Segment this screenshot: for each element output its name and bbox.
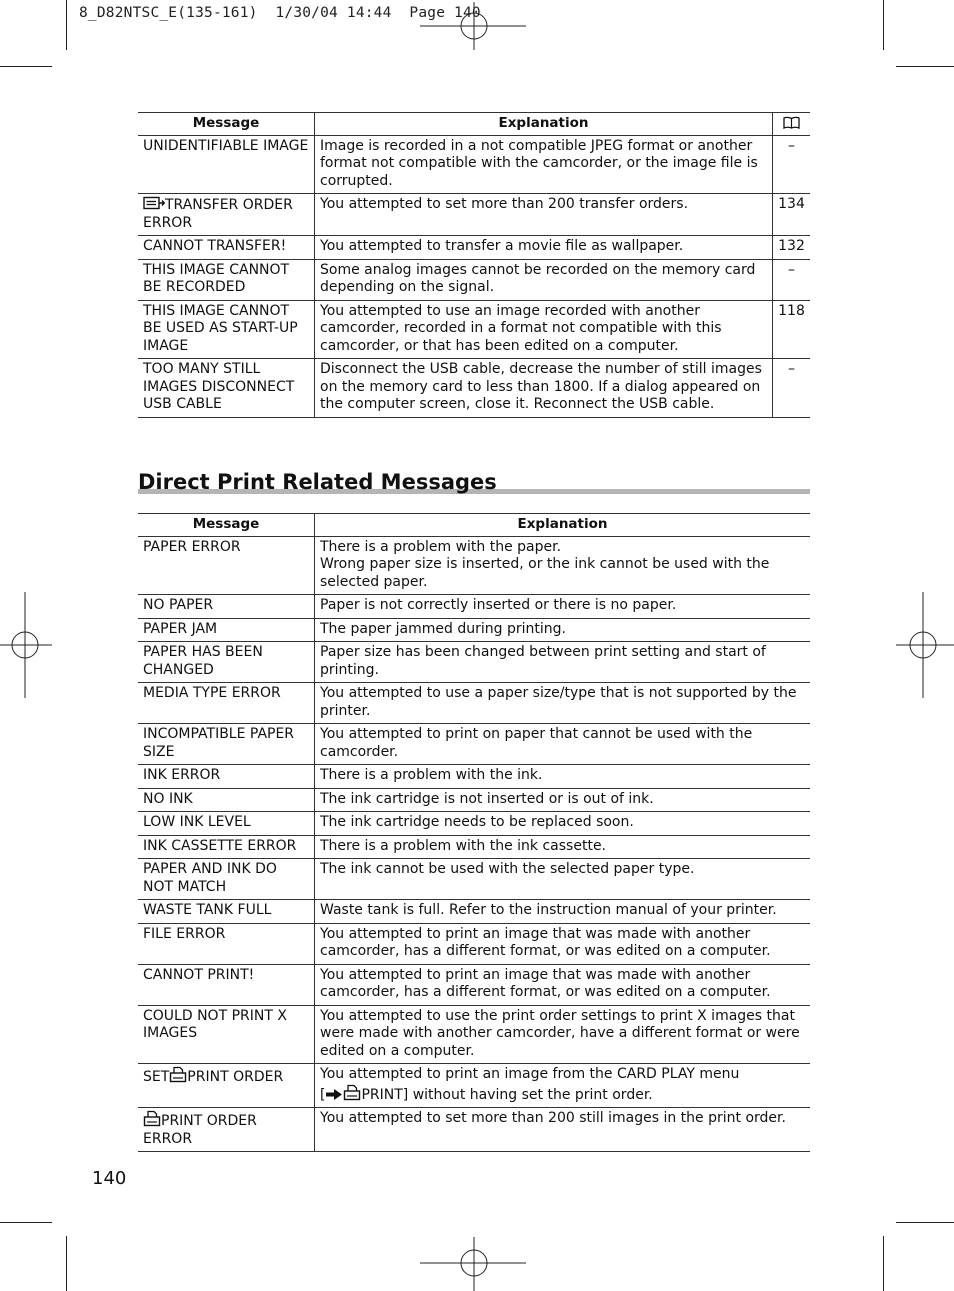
page-ref-cell: 132 [773,236,811,260]
column-header-message: Message [138,514,315,537]
explanation-cell: You attempted to print on paper that cannot be used with the camcorder. [315,724,811,765]
explanation-cell: The ink cartridge is not inserted or is out of ink. [315,788,811,812]
page-ref-cell: – [773,359,811,418]
column-header-explanation: Explanation [315,514,811,537]
print-order-icon [169,1066,187,1083]
message-cell: WASTE TANK FULL [138,900,315,924]
crop-mark [896,66,954,67]
message-cell: NO INK [138,788,315,812]
column-header-explanation: Explanation [315,113,773,136]
table-row [138,359,810,418]
registration-mark-icon [420,1237,530,1291]
table-row [138,1005,810,1064]
registration-mark-icon [420,2,530,52]
column-header-message: Message [138,113,315,136]
crop-mark [896,1222,954,1223]
message-text-pre: SET [143,1069,170,1085]
message-cell [138,1108,315,1152]
table-row [138,964,810,1005]
message-cell: PAPER JAM [138,618,315,642]
table-row [138,300,810,359]
transfer-order-icon [143,196,165,211]
message-cell: INK ERROR [138,765,315,789]
table-row [138,812,810,836]
print-order-icon [143,1110,161,1127]
explanation-cell: There is a problem with the paper. Wrong paper size is inserted, or the ink cannot be used with the selected paper. [315,536,811,595]
page-ref-cell: – [773,259,811,300]
message-cell: THIS IMAGE CANNOT BE RECORDED [138,259,315,300]
explanation-cell: You attempted to set more than 200 still images in the print order. [315,1108,811,1152]
message-cell [138,194,315,236]
message-text-post: PRINT ORDER [187,1069,284,1085]
message-cell: LOW INK LEVEL [138,812,315,836]
explanation-cell: You attempted to use a paper size/type that is not supported by the printer. [315,683,811,724]
crop-mark [0,66,52,67]
message-cell: COULD NOT PRINT X IMAGES [138,1005,315,1064]
explanation-cell: There is a problem with the ink. [315,765,811,789]
print-header: 8_D82NTSC_E(135-161) 1/30/04 14:44 Page 140 [79,5,481,21]
book-icon [783,116,800,129]
explanation-cell: Paper size has been changed between print setting and start of printing. [315,642,811,683]
print-order-icon [343,1084,361,1101]
crop-mark [66,0,67,50]
explanation-cell: You attempted to use the print order settings to print X images that were made with another camcorder, have a different format or were edited on a computer. [315,1005,811,1064]
message-cell: THIS IMAGE CANNOT BE USED AS START-UP IMAGE [138,300,315,359]
table-row [138,1108,810,1152]
table-row [138,900,810,924]
explanation-cell: You attempted to set more than 200 transfer orders. [315,194,773,236]
crop-mark [0,1222,52,1223]
page-ref-cell: – [773,135,811,194]
crop-mark [883,0,884,50]
message-cell: INCOMPATIBLE PAPER SIZE [138,724,315,765]
table-row [138,194,810,236]
table-row [138,765,810,789]
table-row [138,259,810,300]
crop-mark [883,1236,884,1291]
message-cell: INK CASSETTE ERROR [138,835,315,859]
message-cell: CANNOT TRANSFER! [138,236,315,260]
crop-mark [66,1236,67,1291]
registration-mark-icon [0,592,52,698]
message-cell: TOO MANY STILL IMAGES DISCONNECT USB CABLE [138,359,315,418]
arrow-right-icon [325,1088,343,1101]
explanation-cell: You attempted to use an image recorded with another camcorder, recorded in a format not compatible with this camcorder, or that has been edited on a computer. [315,300,773,359]
direct-print-message-table [138,513,810,1152]
explanation-cell [315,1064,811,1108]
column-header-page [773,113,811,136]
message-cell: PAPER HAS BEEN CHANGED [138,642,315,683]
explanation-cell: Image is recorded in a not compatible JPEG format or another format not compatible with the camcorder, or the image file is corrupted. [315,135,773,194]
explanation-cell: There is a problem with the ink cassette. [315,835,811,859]
message-cell: CANNOT PRINT! [138,964,315,1005]
explanation-cell: The ink cartridge needs to be replaced soon. [315,812,811,836]
message-cell: FILE ERROR [138,923,315,964]
message-text: PRINT ORDER ERROR [143,1113,257,1147]
table-row [138,923,810,964]
explanation-cell: The ink cannot be used with the selected paper type. [315,859,811,900]
page-ref-cell: 134 [773,194,811,236]
table-row [138,835,810,859]
table-row [138,683,810,724]
table-row [138,724,810,765]
page-number: 140 [92,1168,127,1189]
explanation-bracket: [ [320,1086,326,1103]
table-row [138,1064,810,1108]
table-row [138,236,810,260]
message-cell [138,1064,315,1108]
registration-mark-icon [896,592,954,698]
explanation-cell: The paper jammed during printing. [315,618,811,642]
page-ref-cell: 118 [773,300,811,359]
message-text: TRANSFER ORDER ERROR [143,197,293,231]
explanation-cell: Some analog images cannot be recorded on the memory card depending on the signal. [315,259,773,300]
message-cell: UNIDENTIFIABLE IMAGE [138,135,315,194]
message-table [138,112,810,418]
message-cell: PAPER AND INK DO NOT MATCH [138,859,315,900]
message-cell: MEDIA TYPE ERROR [138,683,315,724]
table-row [138,788,810,812]
explanation-text-pre: You attempted to print an image from the CARD PLAY menu [320,1066,740,1082]
explanation-cell: You attempted to print an image that was made with another camcorder, has a different format, or was edited on a computer. [315,964,811,1005]
table-row [138,642,810,683]
explanation-cell: You attempted to transfer a movie file as wallpaper. [315,236,773,260]
table-row [138,135,810,194]
explanation-text-post: PRINT] without having set the print order. [361,1086,653,1103]
message-cell: NO PAPER [138,595,315,619]
section-title: Direct Print Related Messages [138,470,497,494]
table-row [138,536,810,595]
explanation-cell: Disconnect the USB cable, decrease the number of still images on the memory card to less than 1800. If a dialog appeared on the computer screen, close it. Reconnect the USB cable. [315,359,773,418]
explanation-cell: You attempted to print an image that was made with another camcorder, has a different format, or was edited on a computer. [315,923,811,964]
explanation-cell: Paper is not correctly inserted or there is no paper. [315,595,811,619]
explanation-cell: Waste tank is full. Refer to the instruction manual of your printer. [315,900,811,924]
table-row [138,595,810,619]
table-row [138,859,810,900]
message-cell: PAPER ERROR [138,536,315,595]
table-row [138,618,810,642]
